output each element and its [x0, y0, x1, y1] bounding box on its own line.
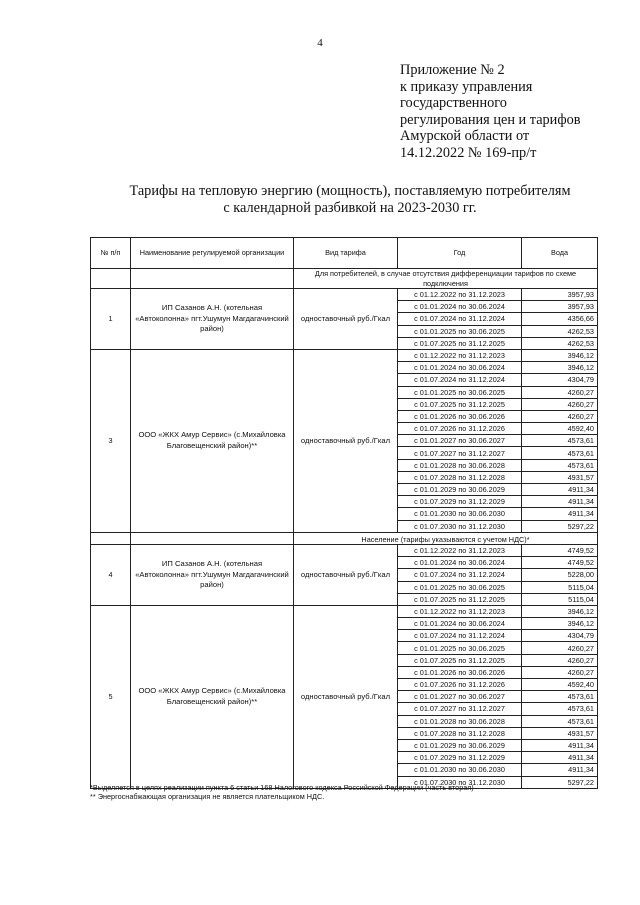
row-number: 3: [91, 349, 131, 532]
consumers-section: [91, 269, 598, 533]
period-cell: с 01.01.2024 по 30.06.2024: [398, 557, 522, 569]
period-cell: с 01.07.2025 по 31.12.2025: [398, 337, 522, 349]
period-cell: с 01.01.2029 по 30.06.2029: [398, 484, 522, 496]
water-tariff-value: 5115,04: [522, 581, 598, 593]
section-row-population: [91, 532, 598, 544]
table-row: [91, 289, 598, 301]
appendix-line: регулирования цен и тарифов: [400, 111, 581, 128]
water-tariff-value: 4260,27: [522, 654, 598, 666]
tariff-type: одноставочный руб./Гкал: [294, 349, 398, 532]
title-line: с календарной разбивкой на 2023-2030 гг.: [223, 199, 477, 216]
section-consumers-label: Для потребителей, в случае отсутствия дифференциации тарифов по схеме подключения: [294, 269, 598, 289]
document-title: [90, 183, 610, 216]
period-cell: с 01.01.2030 по 30.06.2030: [398, 508, 522, 520]
water-tariff-value: 4260,27: [522, 642, 598, 654]
period-cell: с 01.07.2029 по 31.12.2029: [398, 752, 522, 764]
tariff-type: одноставочный руб./Гкал: [294, 544, 398, 605]
water-tariff-value: 4911,34: [522, 739, 598, 751]
water-tariff-value: 4931,57: [522, 727, 598, 739]
water-tariff-value: 4573,61: [522, 691, 598, 703]
water-tariff-value: 4592,40: [522, 679, 598, 691]
organization-name: ООО «ЖКХ Амур Сервис» (с.Михайловка Благовещенский район)**: [131, 605, 294, 788]
period-cell: с 01.01.2025 по 30.06.2025: [398, 581, 522, 593]
water-tariff-value: 4911,34: [522, 484, 598, 496]
period-cell: с 01.01.2027 по 30.06.2027: [398, 435, 522, 447]
table-row: [91, 544, 598, 556]
page-number: 4: [317, 37, 323, 49]
period-cell: с 01.07.2026 по 31.12.2026: [398, 423, 522, 435]
section-row-consumers: [91, 269, 598, 289]
water-tariff-value: 3946,12: [522, 349, 598, 361]
row-number: 1: [91, 289, 131, 350]
appendix-line: государственного: [400, 95, 507, 112]
water-tariff-value: 5297,22: [522, 776, 598, 788]
water-tariff-value: 4573,61: [522, 435, 598, 447]
period-cell: с 01.01.2024 по 30.06.2024: [398, 301, 522, 313]
header-type: Вид тарифа: [294, 238, 398, 269]
row-number: 5: [91, 605, 131, 788]
period-cell: с 01.01.2024 по 30.06.2024: [398, 618, 522, 630]
period-cell: с 01.01.2028 по 30.06.2028: [398, 715, 522, 727]
footnotes: [90, 783, 610, 802]
water-tariff-value: 4260,27: [522, 398, 598, 410]
water-tariff-value: 5228,00: [522, 569, 598, 581]
period-cell: с 01.07.2024 по 31.12.2024: [398, 313, 522, 325]
period-cell: с 01.01.2025 по 30.06.2025: [398, 642, 522, 654]
water-tariff-value: 3957,93: [522, 289, 598, 301]
row-number: 4: [91, 544, 131, 605]
water-tariff-value: 4573,61: [522, 447, 598, 459]
header-water: Вода: [522, 238, 598, 269]
organization-name: ООО «ЖКХ Амур Сервис» (с.Михайловка Благовещенский район)**: [131, 349, 294, 532]
water-tariff-value: 4260,27: [522, 666, 598, 678]
tariff-type: одноставочный руб./Гкал: [294, 289, 398, 350]
header-org: Наименование регулируемой организации: [131, 238, 294, 269]
water-tariff-value: 3946,12: [522, 618, 598, 630]
table-row: [91, 605, 598, 617]
period-cell: с 01.12.2022 по 31.12.2023: [398, 289, 522, 301]
water-tariff-value: 3957,93: [522, 301, 598, 313]
water-tariff-value: 4749,52: [522, 544, 598, 556]
organization-name: ИП Сазанов А.Н. (котельная «Автоколонна» пгт.Ушумун Магдагачинский район): [131, 289, 294, 350]
water-tariff-value: 4931,57: [522, 471, 598, 483]
period-cell: с 01.07.2030 по 31.12.2030: [398, 776, 522, 788]
appendix-line: Амурской области от: [400, 128, 530, 145]
footnote: *Выделяется в целях реализации пункта 6 статьи 168 Налогового кодекса Российской Федерации (часть вторая): [90, 783, 474, 792]
tariff-table: [90, 237, 598, 789]
water-tariff-value: 4304,79: [522, 630, 598, 642]
period-cell: с 01.07.2027 по 31.12.2027: [398, 703, 522, 715]
period-cell: с 01.01.2029 по 30.06.2029: [398, 739, 522, 751]
section-population-label: Население (тарифы указываются с учетом НДС)*: [294, 532, 598, 544]
water-tariff-value: 4356,66: [522, 313, 598, 325]
period-cell: с 01.01.2026 по 30.06.2026: [398, 410, 522, 422]
population-section: [91, 532, 598, 788]
period-cell: с 01.07.2029 по 31.12.2029: [398, 496, 522, 508]
table-header-row: [91, 238, 598, 269]
period-cell: с 01.07.2028 по 31.12.2028: [398, 471, 522, 483]
appendix-line: к приказу управления: [400, 78, 533, 95]
period-cell: с 01.07.2024 по 31.12.2024: [398, 569, 522, 581]
header-year: Год: [398, 238, 522, 269]
water-tariff-value: 4911,34: [522, 764, 598, 776]
water-tariff-value: 4262,53: [522, 325, 598, 337]
period-cell: с 01.07.2025 по 31.12.2025: [398, 398, 522, 410]
water-tariff-value: 4573,61: [522, 715, 598, 727]
period-cell: с 01.01.2024 по 30.06.2024: [398, 362, 522, 374]
footnote: ** Энергоснабжающая организация не является плательщиком НДС.: [90, 792, 325, 802]
period-cell: с 01.01.2026 по 30.06.2026: [398, 666, 522, 678]
period-cell: с 01.07.2026 по 31.12.2026: [398, 679, 522, 691]
period-cell: с 01.01.2027 по 30.06.2027: [398, 691, 522, 703]
water-tariff-value: 5115,04: [522, 593, 598, 605]
water-tariff-value: 4262,53: [522, 337, 598, 349]
period-cell: с 01.07.2030 по 31.12.2030: [398, 520, 522, 532]
organization-name: ИП Сазанов А.Н. (котельная «Автоколонна» пгт.Ушумун Магдагачинский район): [131, 544, 294, 605]
water-tariff-value: 4749,52: [522, 557, 598, 569]
tariff-type: одноставочный руб./Гкал: [294, 605, 398, 788]
table-row: [91, 349, 598, 361]
period-cell: с 01.07.2028 по 31.12.2028: [398, 727, 522, 739]
water-tariff-value: 3946,12: [522, 362, 598, 374]
water-tariff-value: 5297,22: [522, 520, 598, 532]
period-cell: с 01.12.2022 по 31.12.2023: [398, 605, 522, 617]
water-tariff-value: 4573,61: [522, 459, 598, 471]
water-tariff-value: 4260,27: [522, 410, 598, 422]
water-tariff-value: 4260,27: [522, 386, 598, 398]
period-cell: с 01.12.2022 по 31.12.2023: [398, 349, 522, 361]
water-tariff-value: 4911,34: [522, 508, 598, 520]
water-tariff-value: 3946,12: [522, 605, 598, 617]
water-tariff-value: 4592,40: [522, 423, 598, 435]
water-tariff-value: 4911,34: [522, 496, 598, 508]
water-tariff-value: 4304,79: [522, 374, 598, 386]
period-cell: с 01.12.2022 по 31.12.2023: [398, 544, 522, 556]
period-cell: с 01.01.2028 по 30.06.2028: [398, 459, 522, 471]
period-cell: с 01.07.2024 по 31.12.2024: [398, 374, 522, 386]
period-cell: с 01.01.2030 по 30.06.2030: [398, 764, 522, 776]
period-cell: с 01.01.2025 по 30.06.2025: [398, 325, 522, 337]
appendix-block: [400, 62, 630, 162]
water-tariff-value: 4573,61: [522, 703, 598, 715]
title-line: Тарифы на тепловую энергию (мощность), поставляемую потребителям: [129, 183, 571, 199]
period-cell: с 01.01.2025 по 30.06.2025: [398, 386, 522, 398]
header-num: № п/п: [91, 238, 131, 269]
appendix-line: Приложение № 2: [400, 62, 505, 78]
period-cell: с 01.07.2025 по 31.12.2025: [398, 593, 522, 605]
appendix-line: 14.12.2022 № 169-пр/т: [400, 144, 537, 161]
water-tariff-value: 4911,34: [522, 752, 598, 764]
period-cell: с 01.07.2025 по 31.12.2025: [398, 654, 522, 666]
period-cell: с 01.07.2027 по 31.12.2027: [398, 447, 522, 459]
period-cell: с 01.07.2024 по 31.12.2024: [398, 630, 522, 642]
